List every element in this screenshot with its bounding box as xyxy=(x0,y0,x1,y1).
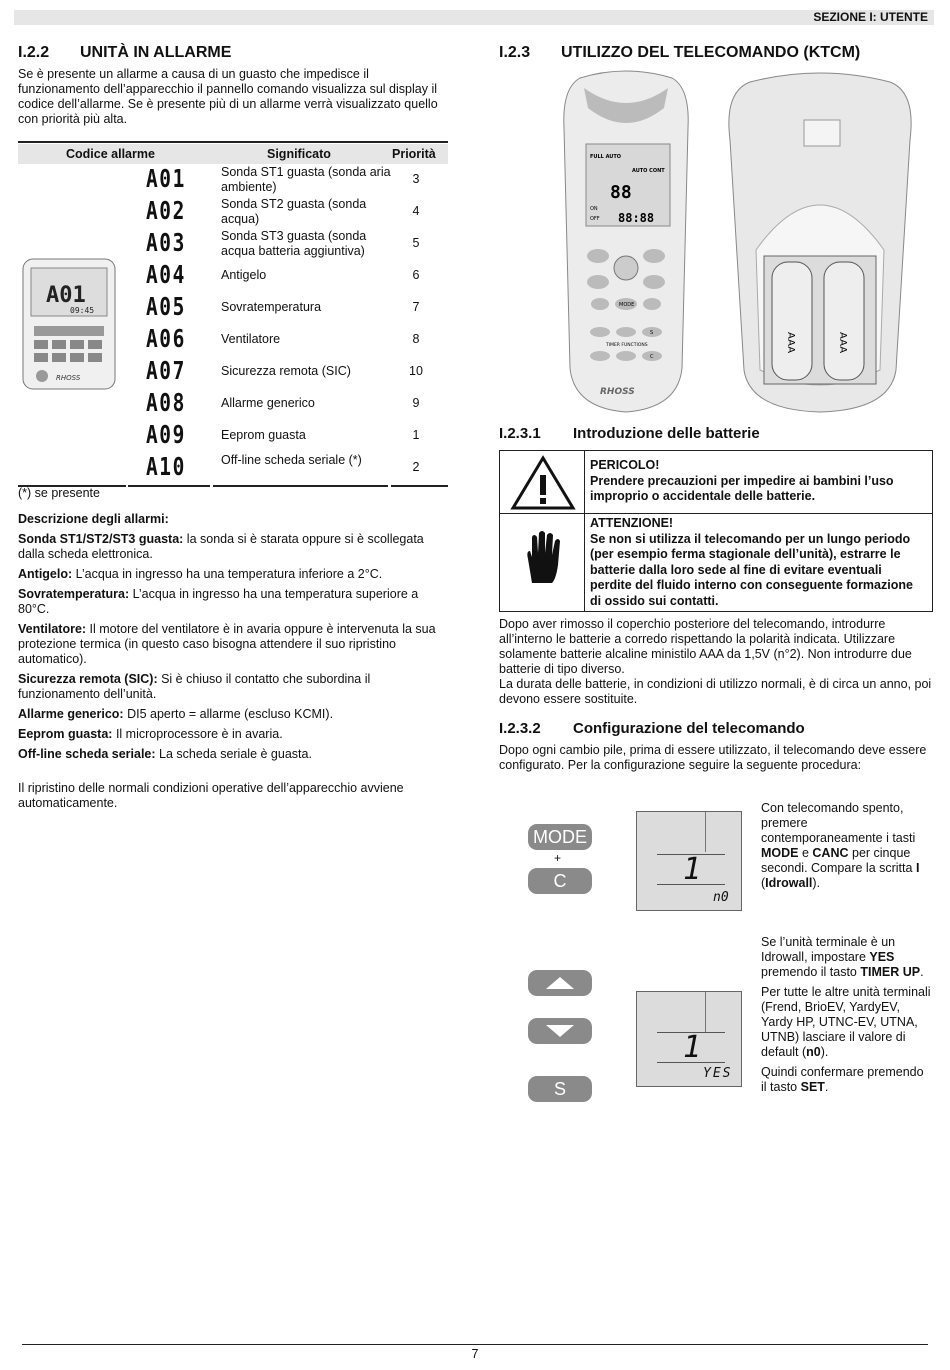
sub-number: I.2.3.1 xyxy=(499,425,541,442)
lbl-c: C xyxy=(650,354,654,360)
battery-para-1: Dopo aver rimosso il coperchio posteriore del telecomando, introdurre all’interno le batterie a corredo rispettando la polarità indicata. Utilizzare solamente batterie alcaline ministilo AAA da 1,5V (n°2). Non introdurre due batterie di tipo diverso. xyxy=(499,617,912,676)
battery-instructions xyxy=(499,617,933,707)
battery-label-2: AAA xyxy=(837,332,848,354)
desc-title: Descrizione degli allarmi: xyxy=(18,512,169,526)
step2-text: Se l’unità terminale è un Idrowall, impostare YES premendo il tasto TIMER UP. Per tutte le altre unità terminali (Frend, BrioEV, YardyEV, Yardy HP, UTNC-EV, UTNA, UTNB) lasciare il valore di default (n0). Quindi confermare premendo il tasto SET. xyxy=(761,935,931,1094)
panel-code: A01 xyxy=(46,283,86,308)
alarm-description: Sicurezza remota (SIC): Si è chiuso il contatto che subordina il funzionamento dell’unità. xyxy=(18,672,371,701)
lbl-on: ON xyxy=(590,206,598,212)
heading-title: UNITÀ IN ALLARME xyxy=(80,44,232,61)
battery-label-1: AAA xyxy=(785,332,796,354)
lbl-s: S xyxy=(650,330,654,336)
alarm-code: A10 xyxy=(146,452,186,481)
alarm-code: A04 xyxy=(146,260,186,289)
col-code: Codice allarme xyxy=(66,147,155,161)
alarm-code: A02 xyxy=(146,196,186,225)
alarm-priority: 10 xyxy=(409,364,423,378)
alarm-meaning: Allarme generico xyxy=(221,396,315,410)
sub-number: I.2.3.2 xyxy=(499,720,541,737)
caution-text xyxy=(590,516,926,609)
alarm-priority: 2 xyxy=(412,460,420,474)
alarm-meaning: Sonda ST2 guasta (sonda acqua) xyxy=(221,197,367,226)
caution-body: Se non si utilizza il telecomando per un lungo periodo (per esempio ferma stagionale dell’unità), estrarre le batterie dalla loro sede al fine di evitare eventuali perdite del fluido interno con conseguente formazione di ossido sui contatti. xyxy=(590,531,913,608)
alarm-meaning: Off-line scheda seriale (*) xyxy=(221,453,362,467)
alarm-description: Allarme generico: DI5 aperto = allarme (escluso KCMI). xyxy=(18,707,334,721)
control-panel-illustration xyxy=(22,258,116,390)
closing-text: Il ripristino delle normali condizioni operative dell’apparecchio avviene automaticamente. xyxy=(18,781,404,810)
alarm-intro: Se è presente un allarme a causa di un guasto che impedisce il funzionamento dell’apparecchio il pannello comando visualizza sul display il codice dell’allarme. Se è presente più di un allarme verrà visualizzato quello con priorità più alta. xyxy=(18,67,438,126)
alarm-priority: 4 xyxy=(412,204,420,218)
down-arrow-button-icon xyxy=(528,1018,592,1044)
battery-para-2: La durata delle batterie, in condizioni di utilizzo normali, è di circa un anno, poi devono essere sostituite. xyxy=(499,677,932,706)
sub-title: Introduzione delle batterie xyxy=(573,425,760,442)
alarm-meaning: Sonda ST3 guasta (sonda acqua batteria aggiuntiva) xyxy=(221,229,367,258)
up-arrow-button-icon xyxy=(528,970,592,996)
step1-text: Con telecomando spento, premere contemporaneamente i tasti MODE e CANC per cinque secondi. Compare la scritta I (Idrowall). xyxy=(761,801,920,890)
alarm-description: Ventilatore: Il motore del ventilatore è in avaria oppure è intervenuta la sua protezione termica (in questo caso bisogna attendere il suo ripristino automatico). xyxy=(18,622,436,666)
alarm-meaning: Eeprom guasta xyxy=(221,428,306,442)
remote-back-illustration xyxy=(720,70,920,416)
alarm-priority: 7 xyxy=(412,300,420,314)
alarm-description: Sovratemperatura: L’acqua in ingresso ha una temperatura superiore a 80°C. xyxy=(18,587,419,616)
section-title: SEZIONE I: UTENTE xyxy=(813,10,928,24)
alarm-code: A03 xyxy=(146,228,186,257)
alarm-descriptions xyxy=(18,532,448,767)
heading-remote xyxy=(499,44,860,62)
lcd-step2 xyxy=(636,991,742,1087)
table-row xyxy=(18,389,448,419)
alarm-priority: 3 xyxy=(412,172,420,186)
alarm-code: A05 xyxy=(146,292,186,321)
s-button-illustration: S xyxy=(528,1076,592,1102)
lbl-auto-cont: AUTO CONT xyxy=(632,168,665,174)
alarm-meaning: Sicurezza remota (SIC) xyxy=(221,364,351,378)
remote-front-illustration xyxy=(560,68,692,416)
danger-title: PERICOLO! xyxy=(590,458,660,472)
plus-sign: + xyxy=(554,851,562,865)
lcd-small-text: YES xyxy=(703,1066,733,1081)
table-header xyxy=(18,144,448,164)
alarm-code: A01 xyxy=(146,164,186,193)
sub-title: Configurazione del telecomando xyxy=(573,720,805,737)
footer-rule xyxy=(22,1344,928,1345)
c-button-illustration: C xyxy=(528,868,592,894)
subheading-batteries xyxy=(499,425,760,442)
warning-box xyxy=(499,450,933,612)
alarm-description: Off-line scheda seriale: La scheda seriale è guasta. xyxy=(18,747,312,761)
footnote: (*) se presente xyxy=(18,486,100,500)
col-meaning: Significato xyxy=(267,147,331,161)
alarm-description: Sonda ST1/ST2/ST3 guasta: la sonda si è starata oppure si è scollegata dalla scheda elettronica. xyxy=(18,532,424,561)
heading-number: I.2.3 xyxy=(499,44,531,61)
alarm-code: A08 xyxy=(146,388,186,417)
alarm-code: A07 xyxy=(146,356,186,385)
section-header xyxy=(14,10,934,25)
lcd-big-digit: 1 xyxy=(683,852,702,887)
alarm-priority: 5 xyxy=(412,236,420,250)
hand-stop-icon xyxy=(522,529,566,585)
alarm-meaning: Antigelo xyxy=(221,268,267,282)
heading-number: I.2.2 xyxy=(18,44,50,61)
lcd-small-text: n0 xyxy=(713,890,729,905)
danger-triangle-icon xyxy=(510,455,576,511)
table-row xyxy=(18,421,448,451)
lbl-timer-functions: TIMER FUNCTIONS xyxy=(606,343,648,348)
lbl-mode: MODE xyxy=(619,302,635,308)
page-number: 7 xyxy=(471,1347,479,1361)
col-priority: Priorità xyxy=(392,147,436,161)
alarm-priority: 8 xyxy=(412,332,420,346)
alarm-description: Antigelo: L’acqua in ingresso ha una temperatura inferiore a 2°C. xyxy=(18,567,383,581)
heading-alarm xyxy=(18,44,231,62)
alarm-priority: 9 xyxy=(412,396,420,410)
alarm-code: A06 xyxy=(146,324,186,353)
alarm-priority: 6 xyxy=(412,268,420,282)
panel-time: 09:45 xyxy=(70,306,95,315)
mode-button-illustration: MODE xyxy=(528,824,592,850)
table-row xyxy=(18,453,448,483)
danger-text xyxy=(590,458,926,505)
danger-body: Prendere precauzioni per impedire ai bambini l’uso improprio o accidentale delle batterie. xyxy=(590,473,894,503)
heading-title: UTILIZZO DEL TELECOMANDO (KTCM) xyxy=(561,44,861,61)
lcd-temp: 88 xyxy=(610,182,632,203)
lbl-off: OFF xyxy=(590,216,600,222)
alarm-meaning: Ventilatore xyxy=(221,332,281,346)
lbl-rhoss: RHOSS xyxy=(600,387,635,397)
caution-title: ATTENZIONE! xyxy=(590,516,674,530)
lcd-big-digit: 1 xyxy=(683,1030,702,1065)
alarm-code: A09 xyxy=(146,420,186,449)
alarm-meaning: Sonda ST1 guasta (sonda aria ambiente) xyxy=(221,165,391,194)
alarm-description: Eeprom guasta: Il microprocessore è in avaria. xyxy=(18,727,283,741)
config-intro: Dopo ogni cambio pile, prima di essere utilizzato, il telecomando deve essere configurato. Per la configurazione seguire la seguente procedura: xyxy=(499,743,927,772)
alarm-meaning: Sovratemperatura xyxy=(221,300,322,314)
alarm-priority: 1 xyxy=(412,428,420,442)
lcd-time: 88:88 xyxy=(618,211,655,225)
table-row xyxy=(18,197,448,227)
subheading-config xyxy=(499,720,805,737)
table-row xyxy=(18,229,448,259)
lcd-step1 xyxy=(636,811,742,911)
lbl-full-auto: FULL AUTO xyxy=(590,154,622,160)
panel-brand: RHOSS xyxy=(56,374,81,382)
table-row xyxy=(18,165,448,195)
